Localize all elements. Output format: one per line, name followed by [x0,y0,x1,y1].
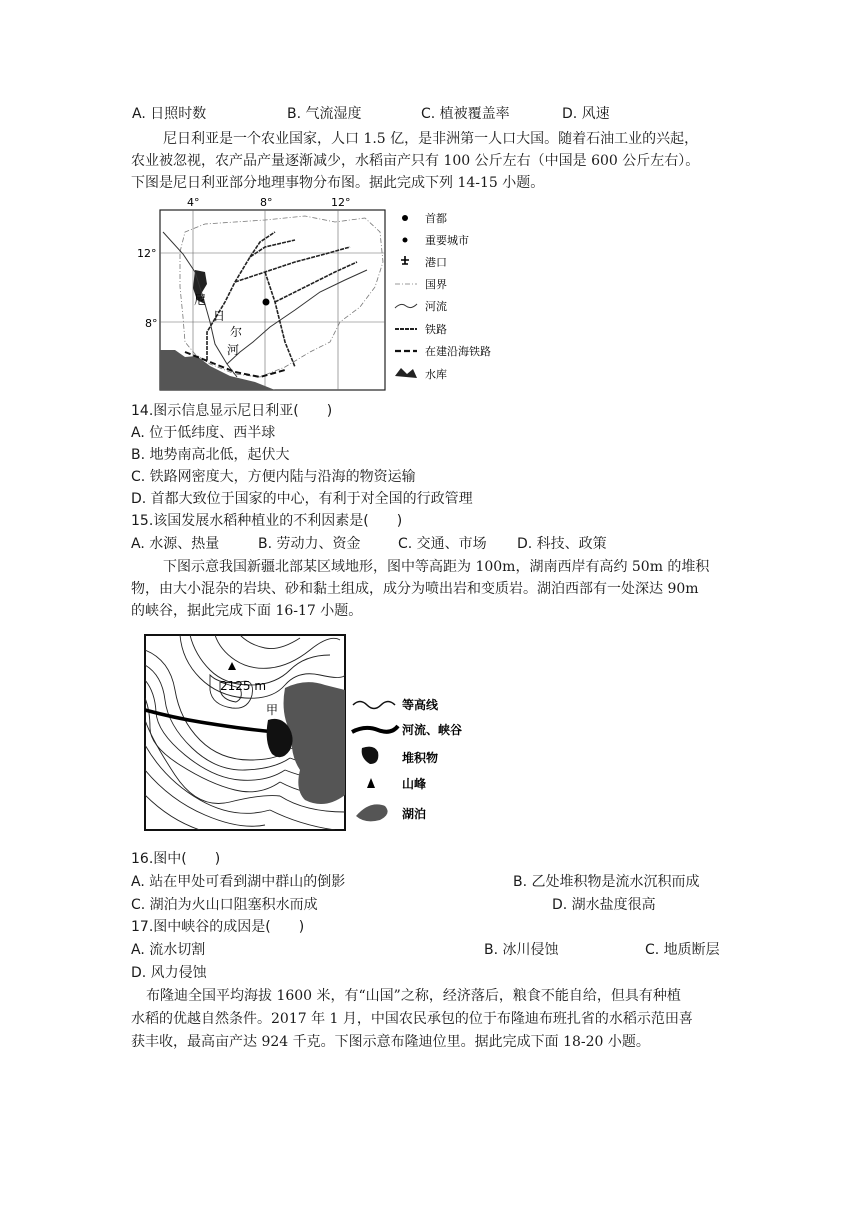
legend-deposit: 堆积物 [402,751,439,765]
capital-marker [263,299,270,306]
q13-option-a: A. 日照时数 [132,106,207,122]
xinjiang-intro-line-2: 物，由大小混杂的岩块、砂和黏土组成，成分为喷出岩和变质岩。湖泊西部有一处深达 90m [131,581,699,597]
xinjiang-intro-line-3: 的峡谷，据此完成下面 16-17 小题。 [131,603,363,619]
q15-stem: 15.该国发展水稻种植业的不利因素是( ) [131,513,403,529]
nigeria-intro-line-1: 尼日利亚是一个农业国家，人口 1.5 亿，是非洲第一人口大国。随着石油工业的兴起， [163,131,699,147]
q17-option-b: B. 冰川侵蚀 [484,942,559,958]
q15-option-c: C. 交通、市场 [398,536,487,552]
q16-option-d: D. 湖水盐度很高 [552,897,656,913]
nigeria-intro-line-3: 下图是尼日利亚部分地理事物分布图。据此完成下列 14-15 小题。 [131,175,545,191]
q16-option-c: C. 湖泊为火山口阻塞积水而成 [131,897,318,913]
lat-label-8: 8° [145,317,158,330]
q16-stem: 16.图中( ) [131,851,221,867]
river-label-4: 河 [227,343,240,357]
xinjiang-terrain-map [140,630,470,835]
river-label-2: 日 [213,309,226,323]
legend-river-gorge-icon [352,726,398,732]
legend-river: 河流 [425,300,447,313]
river-label-3: 尔 [230,325,243,339]
lat-label-12: 12° [137,247,157,260]
legend-port-icon [401,256,409,264]
burundi-intro-line-3: 获丰收，最高亩产达 924 千克。下图示意布隆迪位里。据此完成下面 18-20 小题。 [131,1034,650,1050]
legend-contour: 等高线 [402,698,439,712]
sea-area [160,350,275,390]
q16-option-a: A. 站在甲处可看到湖中群山的倒影 [131,874,346,890]
q13-option-d: D. 风速 [562,106,610,122]
q13-option-b: B. 气流湿度 [287,106,362,122]
q17-option-d: D. 风力侵蚀 [131,965,207,981]
legend-lake: 湖泊 [402,807,427,821]
legend-border: 国界 [425,278,447,291]
legend-railway: 铁路 [425,323,447,336]
legend-city: 重要城市 [425,234,469,247]
q15-option-b: B. 劳动力、资金 [258,536,361,552]
legend-lake-icon [356,804,388,821]
q16-option-b: B. 乙处堆积物是流水沉积而成 [513,874,700,890]
q17-option-a: A. 流水切割 [131,942,206,958]
legend-reservoir-icon [395,368,417,378]
q14-option-b: B. 地势南高北低，起伏大 [131,447,290,463]
q15-option-d: D. 科技、政策 [517,536,607,552]
q14-option-c: C. 铁路网密度大，方便内陆与沿海的物资运输 [131,469,416,485]
lon-label-12: 12° [331,196,351,209]
nigeria-map [135,192,510,392]
legend-port: 港口 [425,256,447,269]
lon-label-4: 4° [187,196,200,209]
burundi-intro-line-1: 布隆迪全国平均海拔 1600 米，有“山国”之称，经济落后，粮食不能自给，但具有种植 [146,988,681,1004]
q15-option-a: A. 水源、热量 [131,536,220,552]
q17-option-c: C. 地质断层 [645,942,720,958]
legend-capital-icon [402,215,408,221]
legend-capital: 首都 [425,212,447,225]
legend-contour-icon [353,702,395,709]
burundi-intro-line-2: 水稻的优越自然条件。2017 年 1 月，中国农民承包的位于布隆迪布班扎省的水稻示范田喜 [131,1011,693,1027]
xinjiang-intro-line-1: 下图示意我国新疆北部某区域地形，图中等高距为 100m，湖南西岸有高约 50m 的堆积 [163,559,710,575]
legend-river-gorge: 河流、峡谷 [402,723,463,737]
legend-peak-icon [367,778,375,788]
river-label-1: 尼 [194,293,207,307]
legend-peak: 山峰 [402,777,427,791]
legend-deposit-icon [362,747,379,764]
legend-river-icon [395,304,417,308]
legend-coastal-railway: 在建沿海铁路 [425,345,491,358]
legend-city-icon [403,238,408,243]
q14-option-d: D. 首都大致位于国家的中心，有利于对全国的行政管理 [131,491,473,507]
nigeria-intro-line-2: 农业被忽视，农产品产量逐渐减少，水稻亩产只有 100 公斤左右（中国是 600 公斤左右）。 [131,153,700,169]
q14-option-a: A. 位于低纬度、西半球 [131,425,276,441]
q14-stem: 14.图示信息显示尼日利亚( ) [131,403,333,419]
q13-option-c: C. 植被覆盖率 [421,106,510,122]
q17-stem: 17.图中峡谷的成因是( ) [131,919,305,935]
point-jia-label: 甲 [266,703,279,717]
lon-label-8: 8° [260,196,273,209]
legend-reservoir: 水库 [425,368,447,381]
national-border [180,216,383,377]
peak-elevation-label: 2125 m [220,679,267,693]
